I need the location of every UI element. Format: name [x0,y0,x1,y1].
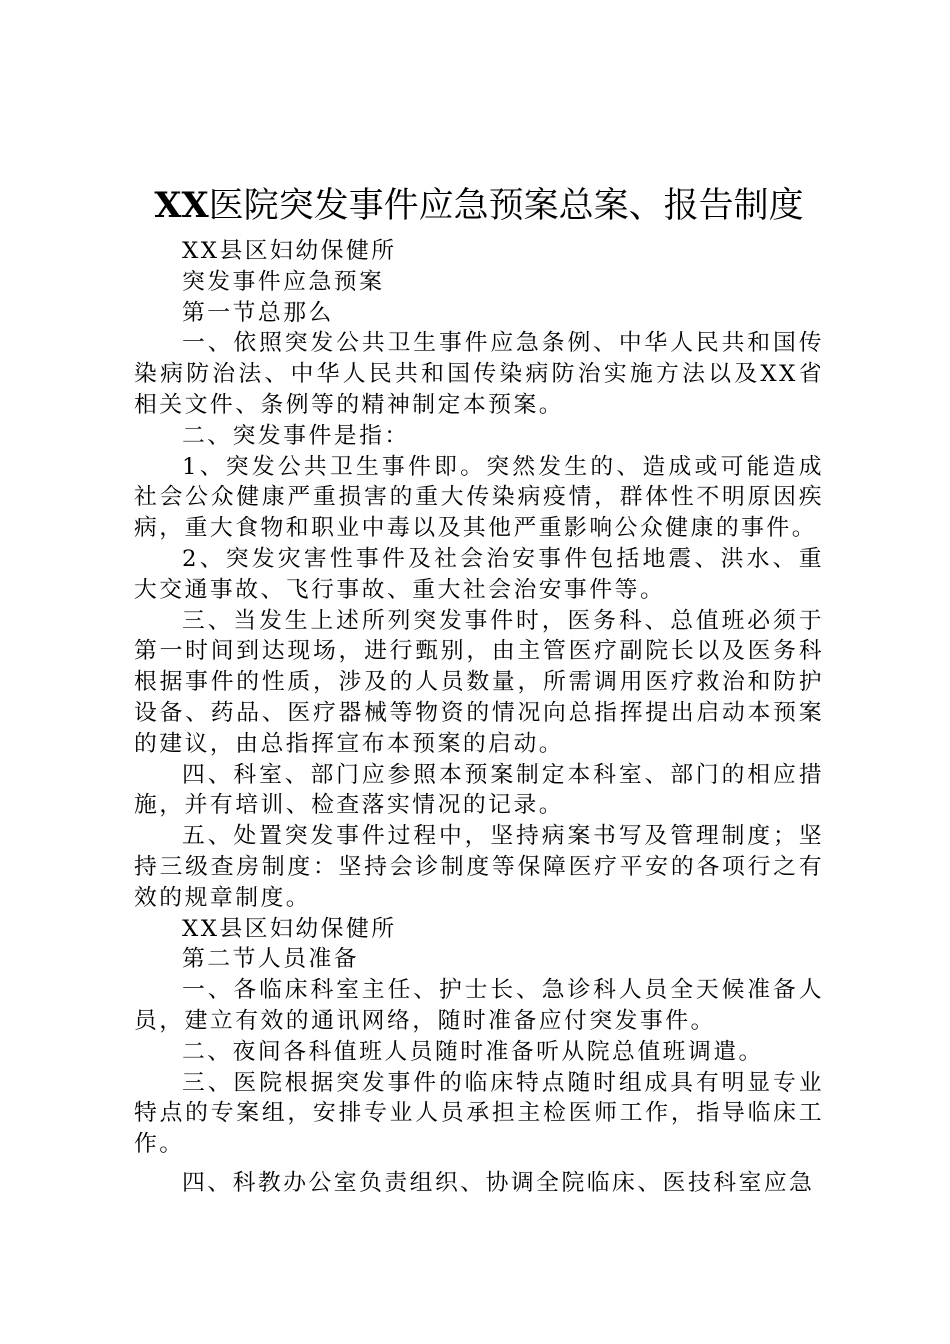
title-main: 医院突发事件应急预案总案、报告制度 [208,186,804,226]
paragraph: 四、科室、部门应参照本预案制定本科室、部门的相应措施，并有培训、检查落实情况的记录。 [134,761,824,819]
document-title [134,180,824,232]
paragraph: 三、医院根据突发事件的临床特点随时组成具有明显专业特点的专案组，安排专业人员承担主检医师工作，指导临床工作。 [134,1069,824,1158]
title-prefix: XX [154,185,209,226]
paragraph: 一、依照突发公共卫生事件应急条例、中华人民共和国传染病防治法、中华人民共和国传染病防治实施方法以及XX省相关文件、条例等的精神制定本预案。 [134,330,824,418]
paragraph: 2、突发灾害性事件及社会治安事件包括地震、洪水、重大交通事故、飞行事故、重大社会治安事件等。 [134,545,824,603]
plan-name: 突发事件应急预案 [182,268,385,295]
org-name: XX县区妇幼保健所 [182,238,397,264]
section-heading: 第一节总那么 [182,299,334,326]
paragraph: 二、夜间各科值班人员随时准备听从院总值班调遣。 [182,1038,764,1065]
org-name: XX县区妇幼保健所 [182,915,397,942]
paragraph: 四、科教办公室负责组织、协调全院临床、医技科室应急 [182,1169,815,1196]
paragraph: 一、各临床科室主任、护士长、急诊科人员全天候准备人员，建立有效的通讯网络，随时准备应付突发事件。 [134,977,824,1034]
paragraph: 1、突发公共卫生事件即。突然发生的、造成或可能造成社会公众健康严重损害的重大传染病疫情，群体性不明原因疾病，重大食物和职业中毒以及其他严重影响公众健康的事件。 [134,453,824,542]
section-heading: 第二节人员准备 [182,946,360,973]
document-page [134,180,824,1199]
paragraph: 三、当发生上述所列突发事件时，医务科、总值班必须于第一时间到达现场，进行甄别，由主管医疗副院长以及医务科根据事件的性质，涉及的人员数量，所需调用医疗救治和防护设备、药品、医疗器械等物资的情况向总指挥提出启动本预案的建议，由总指挥宣布本预案的启动。 [134,607,824,757]
paragraph: 二、突发事件是指： [182,422,410,449]
paragraph: 五、处置突发事件过程中，坚持病案书写及管理制度；坚持三级查房制度：坚持会诊制度等保障医疗平安的各项行之有效的规章制度。 [134,823,824,911]
